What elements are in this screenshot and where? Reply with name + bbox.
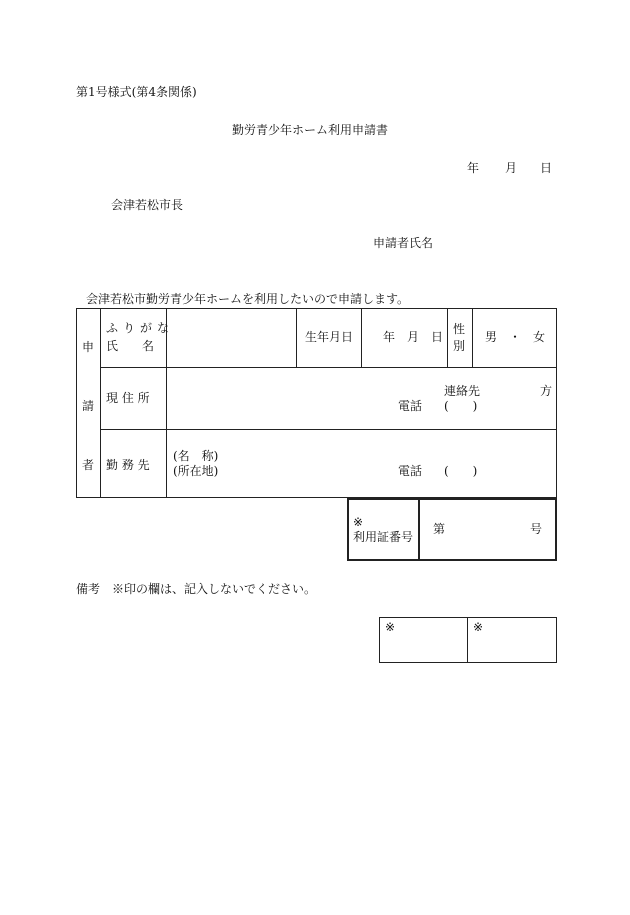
office-box-divider <box>467 617 468 663</box>
column-divider <box>166 308 167 498</box>
office-box-mark: ※ <box>473 620 484 634</box>
notes-text: ※印の欄は、記入しないでください。 <box>112 582 317 596</box>
column-divider <box>361 308 362 367</box>
column-divider <box>447 308 448 367</box>
license-prefix: 第 <box>433 522 446 536</box>
column-divider <box>472 308 473 367</box>
row-divider <box>100 429 557 430</box>
license-label: 利用証番号 <box>353 530 414 544</box>
applicant-char: 請 <box>82 399 95 413</box>
column-divider <box>100 308 101 498</box>
office-box-mark: ※ <box>385 620 396 634</box>
name-label: 氏 名 <box>106 339 155 353</box>
birth-day-label: 日 <box>431 330 444 344</box>
license-mark: ※ <box>353 515 364 529</box>
date-year-label: 年 <box>467 161 480 175</box>
applicant-char: 者 <box>82 458 95 472</box>
sex-label: 性別 <box>453 322 466 353</box>
sex-options: 男 ・ 女 <box>485 330 546 344</box>
workplace-label: 勤 務 先 <box>106 458 150 472</box>
application-statement: 会津若松市勤労青少年ホームを利用したいので申請します。 <box>86 292 410 306</box>
date-day-label: 日 <box>540 161 553 175</box>
birthdate-label: 生年月日 <box>305 330 354 344</box>
contact-suffix: 方 <box>540 384 553 398</box>
birth-year-label: 年 <box>383 330 396 344</box>
workplace-name-label: (名 称) <box>173 449 219 463</box>
column-divider <box>296 308 297 367</box>
date-month-label: 月 <box>505 161 518 175</box>
license-divider <box>418 498 420 561</box>
workplace-phone-label: 電話 <box>398 464 423 478</box>
address-label: 現 住 所 <box>106 391 150 405</box>
applicant-char: 申 <box>82 340 95 354</box>
workplace-phone-parens: ( ) <box>444 464 478 478</box>
workplace-location-label: (所在地) <box>173 464 219 478</box>
addressee: 会津若松市長 <box>111 198 184 212</box>
furigana-label: ふりがな <box>106 321 175 335</box>
address-phone-label: 電話 <box>398 399 423 413</box>
form-number: 第1号様式(第4条関係) <box>76 85 197 99</box>
office-box-border <box>379 617 557 663</box>
notes-label: 備考 <box>76 582 101 596</box>
address-phone-parens: ( ) <box>444 399 478 413</box>
birth-month-label: 月 <box>407 330 420 344</box>
contact-label: 連絡先 <box>444 384 481 398</box>
document-title: 勤労青少年ホーム利用申請書 <box>232 123 389 137</box>
row-divider <box>100 367 557 368</box>
applicant-name-label: 申請者氏名 <box>373 236 434 250</box>
license-suffix: 号 <box>530 522 543 536</box>
